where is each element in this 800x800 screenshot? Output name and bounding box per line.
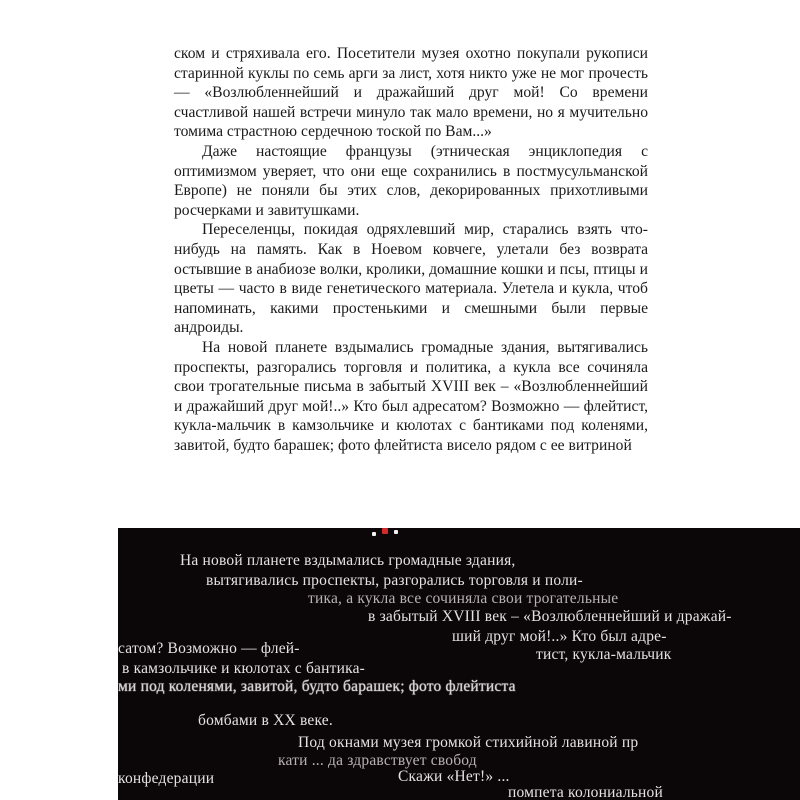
glitch-text-line: Под окнами музея громкой стихийной лавиной пр [298,734,639,751]
glitch-text-line: бомбами в XX веке. [198,712,333,729]
paragraph: ском и стряхивала его. Посетители музея охотно покупали рукописи старинной куклы по семь арги за лист, хотя никто уже не мог прочесть — «Возлюбленнейший и дражайший друг мой! Со времени счастливой нашей встречи минуло так мало времени, но я мучительно томима страстною сердечною тоской по Вам...» [174,45,648,141]
glitch-text-line: На новой планете вздымались громадные здания, [180,552,516,569]
glitch-text-line: ший друг мой!..» Кто был адре- [452,628,667,645]
glitch-text-line: конфедерации [118,770,215,787]
glitch-text-line: в камзольчике и кюлотах с бантика- [122,660,366,677]
paragraph: На новой планете вздымались громадные здания, вытягивались проспекты, разгорались торговля и политика, а кукла все сочиняла свои трогательные письма в забытый XVIII век – «Возлюбленнейший и дражайший друг мой!..» Кто был адресатом? Возможно — флейтист, кукла-мальчик в камзольчике и кюлотах с бантиками под коленями, завитой, будто барашек; фото флейтиста виcело рядом с ее витриной [174,338,648,454]
glitch-artifact-pixel [382,528,388,534]
book-page-text [174,44,648,455]
glitch-text-line: тика, а кукла все сочиняла свои трогательные [308,590,619,607]
glitch-text-line: помпета колониальной [508,784,663,800]
glitch-artifact-overlay [118,528,800,800]
paragraph: Даже настоящие французы (этническая энциклопедия с оптимизмом уверяет, что они еще сохранились в постмусульманской Европе) не поняли бы этих слов, декорированных прихотливыми росчерками и завитушками. [174,142,648,219]
glitch-artifact-pixel [394,530,398,534]
glitch-text-line: в забытый XVIII век – «Возлюбленнейший и дражай- [368,608,732,625]
paragraph: Переселенцы, покидая одряхлевший мир, старались взять что-нибудь на память. Как в Ноевом ковчеге, улетали без возврата остывшие в анабиозе волки, кролики, домашние кошки и псы, птицы и цветы — часто в виде генетического материала. Улетела и кукла, чтоб напоминать, какими простенькими и смешными были первые андроиды. [174,221,648,337]
glitch-text-line: кати ... да здравствует свобод [278,752,477,769]
glitch-text-line: тист, кукла-мальчик [536,646,672,663]
glitch-text-line: сатом? Возможно — флей- [118,640,300,657]
glitch-text-line: Скажи «Нет!» ... [398,768,510,785]
glitch-text-line: вытягивались проспекты, разгорались торговля и поли- [206,572,583,589]
glitch-text-line: ми под коленями, завитой, будто барашек; фото флейтиста [118,678,516,695]
glitch-artifact-pixel [372,532,376,536]
